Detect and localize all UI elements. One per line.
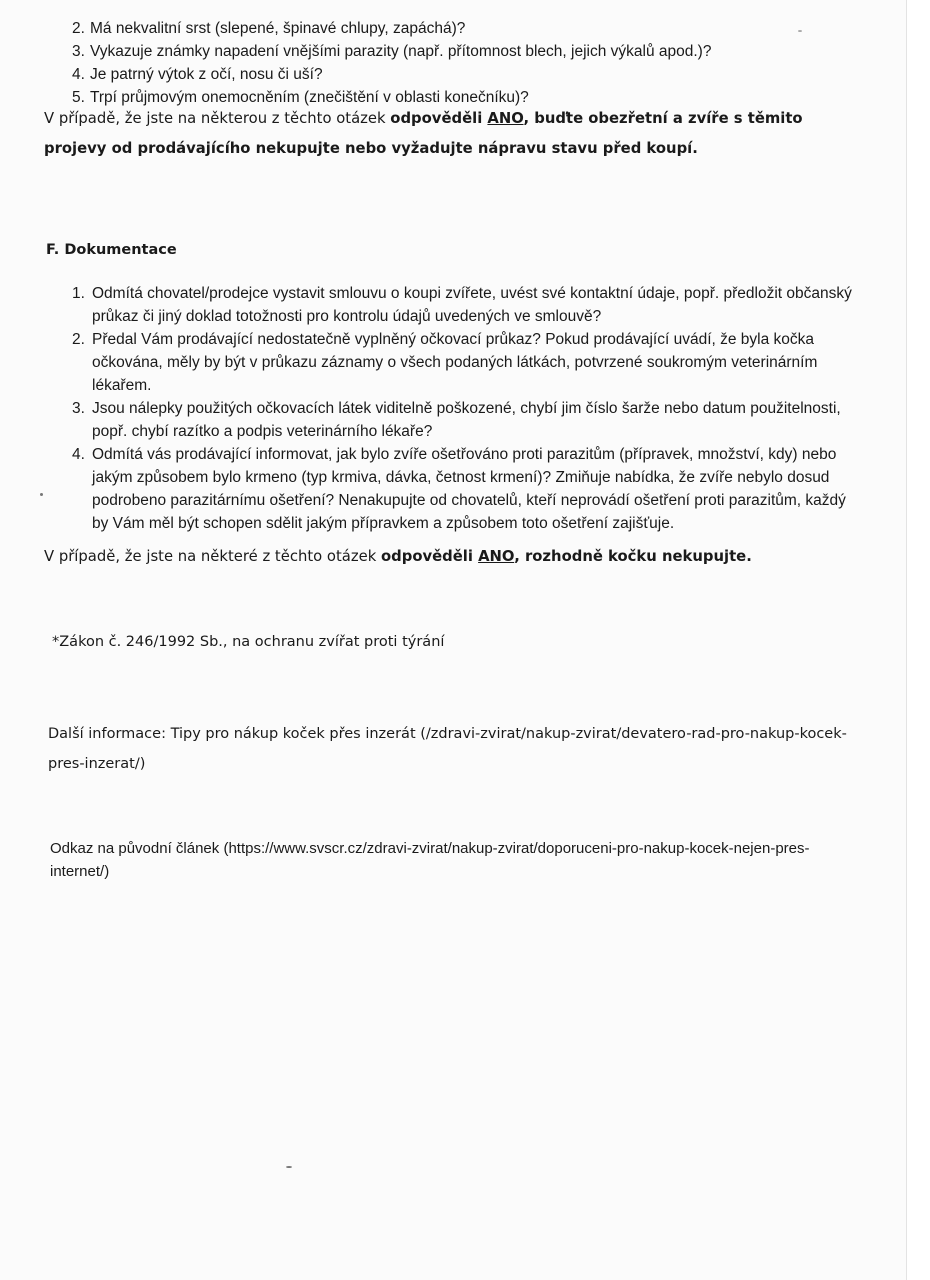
list-item: 5. Trpí průjmovým onemocněním (znečištění v oblasti konečníku)? bbox=[72, 89, 529, 106]
page-edge bbox=[906, 0, 930, 1280]
scan-speck bbox=[798, 30, 802, 32]
list-item: 4. Je patrný výtok z očí, nosu či uší? bbox=[72, 66, 323, 83]
warning-paragraph-2: V případě, že jste na některé z těchto otázek odpověděli ANO, rozhodně kočku nekupujte. bbox=[44, 548, 752, 565]
documentation-questions-list bbox=[72, 282, 862, 535]
original-article-link[interactable]: Odkaz na původní článek (https://www.svscr.cz/zdravi-zvirat/nakup-zvirat/doporuceni-pro-nakup-kocek-nejen-pres-internet/) bbox=[50, 840, 810, 880]
more-info-link[interactable]: Další informace: Tipy pro nákup koček přes inzerát (/zdravi-zvirat/nakup-zvirat/devatero-rad-pro-nakup-kocek-pres-inzerat/) bbox=[48, 726, 847, 772]
scan-speck bbox=[286, 1166, 292, 1168]
list-item: 3. Vykazuje známky napadení vnějšími parazity (např. přítomnost blech, jejich výkalů apod.)? bbox=[72, 43, 712, 60]
scan-speck bbox=[40, 493, 43, 496]
section-heading: F. Dokumentace bbox=[46, 242, 177, 258]
list-item: 1. Odmítá chovatel/prodejce vystavit smlouvu o koupi zvířete, uvést své kontaktní údaje, popř. předložit občanský průkaz či jiný doklad totožnosti pro kontrolu údajů uvedených ve smlouvě? bbox=[72, 285, 852, 325]
list-item: 2. Předal Vám prodávající nedostatečně vyplněný očkovací průkaz? Pokud prodávající uvádí, že byla kočka očkována, měly by být v průkazu záznamy o všech podaných látkách, potvrzené soukromým veterinárním lékařem. bbox=[72, 331, 818, 394]
footnote: *Zákon č. 246/1992 Sb., na ochranu zvířat proti týrání bbox=[52, 634, 445, 650]
health-questions-list bbox=[72, 17, 711, 109]
warning-paragraph-1: V případě, že jste na některou z těchto otázek odpověděli ANO, buďte obezřetní a zvíře s těmito projevy od prodávajícího nekupujte nebo vyžadujte nápravu stavu před koupí. bbox=[44, 110, 803, 157]
list-item: 3. Jsou nálepky použitých očkovacích látek viditelně poškozené, chybí jim číslo šarže nebo datum použitelnosti, popř. chybí razítko a podpis veterinárního lékaře? bbox=[72, 400, 841, 440]
list-item: 2. Má nekvalitní srst (slepené, špinavé chlupy, zapáchá)? bbox=[72, 20, 466, 37]
list-item: 4. Odmítá vás prodávající informovat, jak bylo zvíře ošetřováno proti parazitům (přípravek, množství, kdy) nebo jakým způsobem bylo krmeno (typ krmiva, dávka, četnost krmení)? Zmiňuje nabídka, že zvíře nebylo dosud podrobeno parazitárnímu ošetření? Nenakupujte od chovatelů, kteří neprovádí ošetření proti parazitům, každý by Vám měl být schopen sdělit jakým přípravkem a způsobem toto ošetření zajišťuje. bbox=[72, 446, 846, 532]
